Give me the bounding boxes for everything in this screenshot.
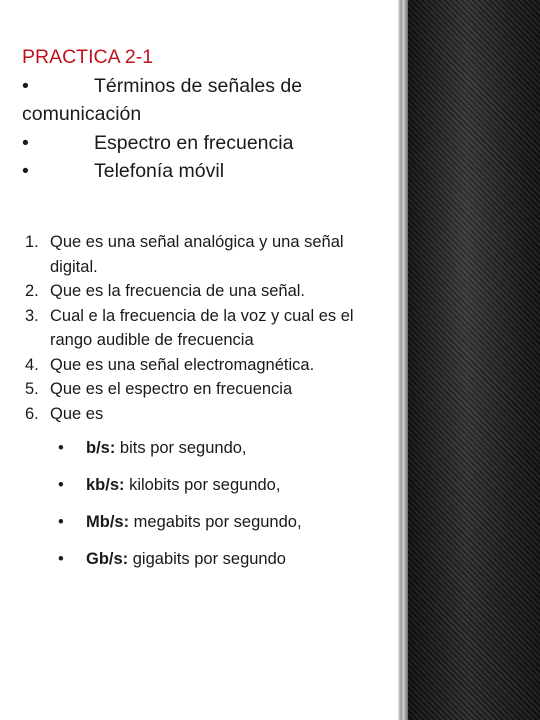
question-text: Que es una señal analógica y una señal digital. xyxy=(50,233,344,276)
topic-text: Espectro en frecuencia xyxy=(94,131,294,154)
page-title: PRACTICA 2-1 xyxy=(22,46,154,68)
question-text: Que es xyxy=(50,404,104,423)
metallic-divider xyxy=(398,0,408,720)
list-item xyxy=(58,438,398,475)
question-text: Que es la frecuencia de una señal. xyxy=(50,282,306,300)
unit-term: Gb/s: xyxy=(86,550,129,568)
unit-description: megabits por segundo, xyxy=(129,513,302,531)
list-item xyxy=(58,549,398,586)
question-text: Que es el espectro en frecuencia xyxy=(50,380,293,398)
list-number: 5. xyxy=(25,380,39,398)
unit-term: Mb/s: xyxy=(86,513,130,531)
unit-description: kilobits por segundo, xyxy=(124,476,281,494)
list-item xyxy=(22,279,388,304)
topic-item xyxy=(22,72,392,101)
bullet-icon: • xyxy=(58,550,64,568)
list-item xyxy=(58,512,398,549)
carbon-fiber-panel xyxy=(408,0,540,720)
bullet-icon: • xyxy=(58,513,64,531)
list-number: 6. xyxy=(25,404,39,423)
question-text: Que es una señal electromagnética. xyxy=(50,355,315,374)
unit-description: gigabits por segundo xyxy=(128,550,286,568)
list-number: 1. xyxy=(25,233,39,251)
unit-description: bits por segundo, xyxy=(115,439,247,457)
bullet-icon: • xyxy=(22,74,29,97)
list-number: 2. xyxy=(25,282,39,300)
list-item xyxy=(22,304,388,353)
units-list xyxy=(58,438,398,586)
title-block xyxy=(22,43,392,186)
bullet-icon: • xyxy=(58,439,64,457)
bullet-icon: • xyxy=(22,131,29,154)
list-number: 4. xyxy=(25,355,39,374)
unit-term: kb/s: xyxy=(86,476,125,494)
topic-item xyxy=(22,157,392,186)
list-item xyxy=(22,353,388,378)
list-item xyxy=(22,230,388,279)
bullet-icon: • xyxy=(22,160,29,182)
unit-term: b/s: xyxy=(86,439,116,457)
list-item xyxy=(22,402,388,427)
topic-item xyxy=(22,129,392,158)
list-item xyxy=(22,377,388,402)
topic-text: Términos de señales de xyxy=(94,74,303,97)
question-text: Cual e la frecuencia de la voz y cual es el rango audible de frecuencia xyxy=(50,306,354,349)
list-item xyxy=(58,475,398,512)
bullet-icon: • xyxy=(58,476,64,494)
question-list xyxy=(22,230,388,426)
list-number: 3. xyxy=(25,306,39,325)
topic-text: Telefonía móvil xyxy=(94,160,225,182)
topic-continuation: comunicación xyxy=(22,103,142,125)
